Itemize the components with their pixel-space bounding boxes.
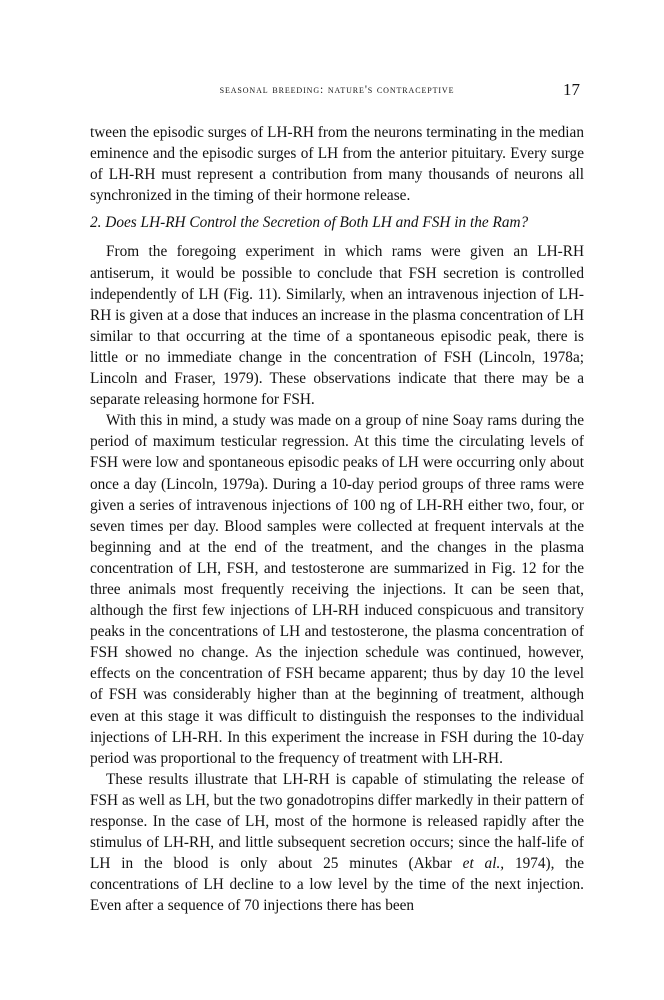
paragraph-1: tween the episodic surges of LH-RH from the neurons terminating in the median eminence and the episodic surges of LH from the anterior pituitary. Every surge of LH-RH must represent a contribution from many thousands of neurons all synchronized in the timing of their hormone release. bbox=[90, 124, 584, 205]
running-title: seasonal breeding: nature's contraceptive bbox=[219, 84, 455, 96]
page-number: 17 bbox=[563, 80, 580, 99]
paragraph-4-tail: 1974), the concentrations of LH decline to a low level by the time of the next injection. Even after a sequence of 70 injections there has been bbox=[90, 855, 584, 915]
section-subheading: 2. Does LH-RH Control the Secretion of Both LH and FSH in the Ram? bbox=[90, 214, 529, 232]
paragraph-4 bbox=[90, 769, 584, 917]
paragraph-3: With this in mind, a study was made on a group of nine Soay rams during the period of maximum testicular regression. At this time the circulating levels of FSH were low and spontaneous episodic peaks of LH were occurring only about once a day (Lincoln, 1979a). During a 10-day period groups of three rams were given a series of intravenous injections of 100 ng of LH-RH either two, four, or seven times per day. Blood samples were collected at frequent intervals at the beginning and at the end of the treatment, and the changes in the plasma concentration of LH, FSH, and testosterone are summarized in Fig. 12 for the three animals most frequently receiving the injections. It can be seen that, although the first few injections of LH-RH induced conspicuous and transitory peaks in the concentrations of LH and testosterone, the plasma concentration of FSH showed no change. As the injection schedule was continued, however, effects on the concentration of FSH became apparent; thus by day 10 the level of FSH was considerably higher than at the beginning of treatment, although even at this stage it was difficult to distinguish the responses to the individual injections of LH-RH. In this experiment the increase in FSH during the 10-day period was proportional to the frequency of treatment with LH-RH. bbox=[90, 412, 584, 767]
running-head bbox=[90, 78, 584, 104]
paragraph-4-citation-italic: et al., bbox=[462, 855, 505, 873]
paragraph-4-start: These results illustrate that LH-RH is capable of stimulating the release of FSH as well as LH, but the two gonadotropins differ markedly in their pattern of response. In the case of LH, most of the hormone is released rapidly after the stimulus of LH-RH, and little subsequent secretion occurs; since the half-life of LH in the blood is only about 25 minutes (Akbar bbox=[90, 770, 584, 873]
paragraph-2: From the foregoing experiment in which rams were given an LH-RH antiserum, it would be possible to conclude that FSH secretion is controlled independently of LH (Fig. 11). Similarly, when an intravenous injection of LH-RH is given at a dose that induces an increase in the plasma concentration of LH similar to that occurring at the time of a spontaneous episodic peak, there is little or no immediate change in the concentration of FSH (Lincoln, 1978a; Lincoln and Fraser, 1979). These observations indicate that there may be a separate releasing hormone for FSH. bbox=[90, 243, 584, 409]
page bbox=[90, 78, 584, 916]
